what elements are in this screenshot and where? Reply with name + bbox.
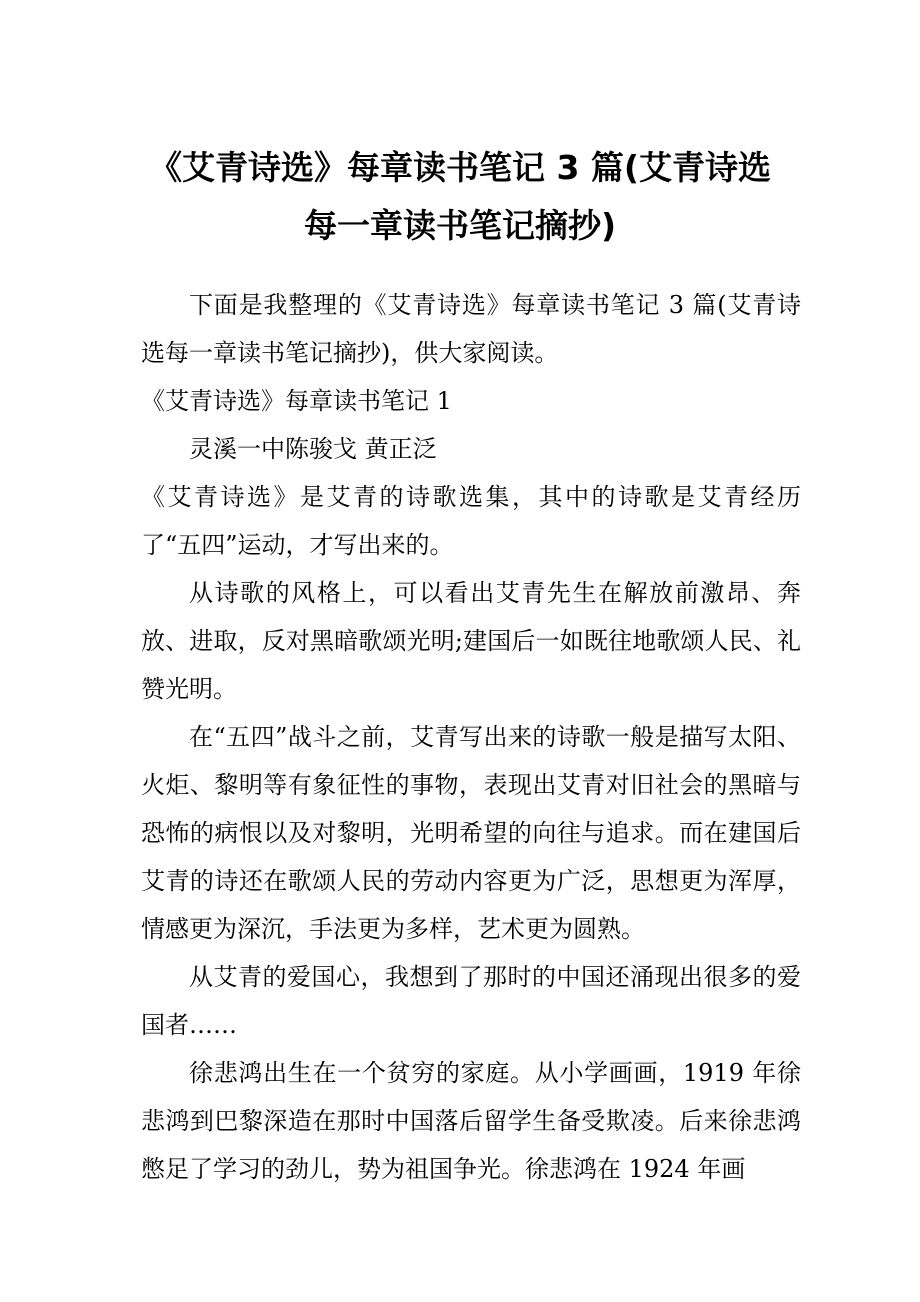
body-paragraph: 徐悲鸿出生在一个贫穷的家庭。从小学画画，1919 年徐悲鸿到巴黎深造在那时中国落后留学生备受欺凌。后来徐悲鸿憋足了学习的劲儿，势为祖国争光。徐悲鸿在 1924 年画 — [141, 1059, 801, 1183]
intro-paragraph: 下面是我整理的《艾青诗选》每章读书笔记 3 篇(艾青诗选每一章读书笔记摘抄)，供大家阅读。 — [141, 291, 801, 367]
document-title-line-1: 《艾青诗选》每章读书笔记 3 篇(艾青诗选 — [148, 148, 772, 187]
author-line: 灵溪一中陈骏戈 黄正泛 — [189, 435, 437, 463]
document-body — [141, 281, 801, 1193]
document-title-line-2: 每一章读书笔记摘抄) — [303, 206, 617, 245]
body-paragraph: 《艾青诗选》是艾青的诗歌选集，其中的诗歌是艾青经历了“五四”运动，才写出来的。 — [141, 483, 801, 559]
section-heading: 《艾青诗选》每章读书笔记 1 — [141, 387, 452, 415]
body-paragraph: 在“五四”战斗之前，艾青写出来的诗歌一般是描写太阳、火炬、黎明等有象征性的事物，表现出艾青对旧社会的黑暗与恐怖的病恨以及对黎明，光明希望的向往与追求。而在建国后艾青的诗还在歌颂人民的劳动内容更为广泛，思想更为浑厚，情感更为深沉，手法更为多样，艺术更为圆熟。 — [141, 723, 801, 943]
body-paragraph: 从诗歌的风格上，可以看出艾青先生在解放前激昂、奔放、进取，反对黑暗歌颂光明;建国后一如既往地歌颂人民、礼赞光明。 — [141, 579, 801, 703]
body-paragraph: 从艾青的爱国心，我想到了那时的中国还涌现出很多的爱国者…… — [141, 963, 801, 1039]
